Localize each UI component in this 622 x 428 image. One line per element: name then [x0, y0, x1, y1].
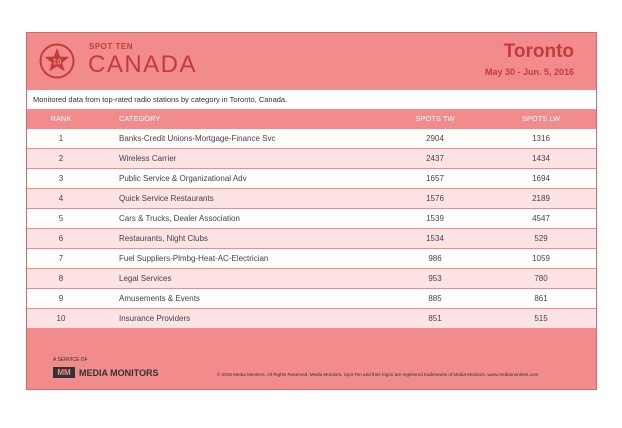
company-name: MEDIA MONITORS: [79, 368, 159, 378]
rank-cell: 4: [58, 194, 64, 203]
country-title: CANADA: [88, 51, 198, 78]
table-row: [27, 289, 596, 308]
header-rank: RANK: [50, 114, 72, 123]
spots-tw-cell: 851: [428, 314, 442, 323]
spots-tw-cell: 2904: [426, 134, 444, 143]
table-row: [27, 149, 596, 168]
table-row: [27, 229, 596, 248]
category-cell: Quick Service Restaurants: [119, 194, 214, 203]
description-text: Monitored data from top-rated radio stations by category in Toronto, Canada.: [27, 90, 596, 109]
spots-lw-cell: 1434: [532, 154, 550, 163]
table-row: [27, 249, 596, 268]
table-row: [27, 269, 596, 288]
spot-ten-label: SPOT TEN: [89, 42, 134, 51]
service-label: A SERVICE OF: [53, 357, 88, 363]
category-cell: Restaurants, Night Clubs: [119, 234, 208, 243]
header-category: CATEGORY: [119, 114, 161, 123]
star-logo-icon: [39, 43, 75, 79]
report-header: [27, 33, 596, 89]
category-cell: Amusements & Events: [119, 294, 200, 303]
copyright-text: © 2016 Media Monitors. All Rights Reserved. Media Monitors, Spot Ten and their logos are registered trademarks of Media Monitors. www.mediamonitors.com: [217, 372, 539, 377]
media-monitors-logo-icon: MM: [53, 367, 75, 378]
header-spots-tw: SPOTS TW: [415, 114, 455, 123]
spots-tw-cell: 986: [428, 254, 442, 263]
spots-lw-cell: 2189: [532, 194, 550, 203]
header-spots-lw: SPOTS LW: [521, 114, 561, 123]
category-cell: Insurance Providers: [119, 314, 191, 323]
spots-tw-cell: 1539: [426, 214, 444, 223]
spots-lw-cell: 1694: [532, 174, 550, 183]
rank-cell: 7: [58, 254, 64, 263]
table-row: [27, 309, 596, 328]
spots-lw-cell: 780: [534, 274, 548, 283]
category-cell: Legal Services: [119, 274, 172, 283]
spots-lw-cell: 515: [534, 314, 548, 323]
spots-tw-cell: 1657: [426, 174, 444, 183]
spots-tw-cell: 1534: [426, 234, 444, 243]
rank-cell: 2: [58, 154, 64, 163]
rank-cell: 5: [58, 214, 64, 223]
spots-tw-cell: 885: [428, 294, 442, 303]
spots-lw-cell: 4547: [532, 214, 550, 223]
spots-lw-cell: 1059: [532, 254, 550, 263]
table-header: [27, 112, 596, 126]
category-cell: Banks-Credit Unions-Mortgage-Finance Svc: [119, 134, 276, 143]
category-cell: Wireless Carrier: [119, 154, 177, 163]
date-range: May 30 - Jun. 5, 2016: [484, 67, 574, 77]
spots-lw-cell: 1316: [532, 134, 550, 143]
table-row: [27, 189, 596, 208]
spots-tw-cell: 953: [428, 274, 442, 283]
table-row: [27, 129, 596, 148]
rank-cell: 3: [58, 174, 64, 183]
star-number: 10: [52, 57, 62, 67]
rank-cell: 6: [58, 234, 64, 243]
report-card: [26, 32, 597, 390]
category-cell: Fuel Suppliers-Plmbg-Heat-AC-Electrician: [119, 254, 269, 263]
table-row: [27, 209, 596, 228]
table-row: [27, 169, 596, 188]
rank-cell: 10: [56, 314, 66, 323]
report-footer: [27, 351, 596, 391]
category-cell: Public Service & Organizational Adv: [119, 174, 247, 183]
rank-cell: 8: [58, 274, 64, 283]
spots-lw-cell: 529: [534, 234, 548, 243]
city-title: Toronto: [503, 41, 574, 62]
category-cell: Cars & Trucks, Dealer Association: [119, 214, 240, 223]
rank-cell: 1: [58, 134, 64, 143]
table-body: [27, 129, 596, 329]
rank-cell: 9: [58, 294, 64, 303]
spots-tw-cell: 2437: [426, 154, 444, 163]
spots-lw-cell: 861: [534, 294, 548, 303]
spots-tw-cell: 1576: [426, 194, 444, 203]
